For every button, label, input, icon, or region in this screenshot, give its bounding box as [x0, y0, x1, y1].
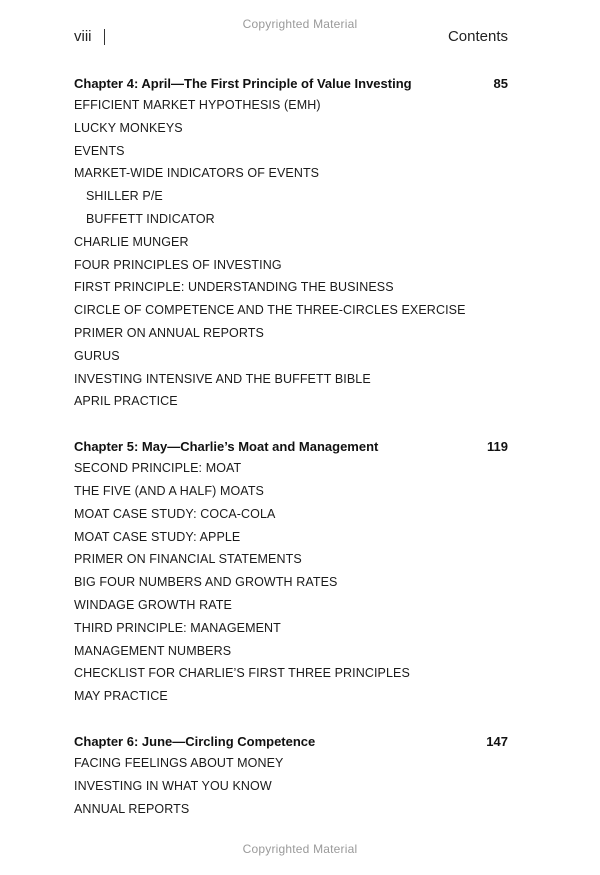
chapter-page: 147 [486, 733, 508, 749]
toc-entry: MAY PRACTICE [74, 689, 168, 704]
toc-entry: FIRST PRINCIPLE: UNDERSTANDING THE BUSINESS [74, 280, 394, 295]
chapter-title: Chapter 6: June—Circling Competence [74, 733, 316, 749]
toc-entry: MOAT CASE STUDY: COCA-COLA [74, 506, 276, 521]
toc-entry: CHECKLIST FOR CHARLIE’S FIRST THREE PRINCIPLES [74, 666, 410, 681]
toc-entry: FACING FEELINGS ABOUT MONEY [74, 755, 284, 770]
toc-entry: LUCKY MONKEYS [74, 120, 183, 135]
chapter-title: Chapter 5: May—Charlie’s Moat and Management [74, 439, 379, 455]
toc-entry: MANAGEMENT NUMBERS [74, 643, 232, 658]
page-number: viii [74, 28, 92, 45]
toc-entry: THE FIVE (AND A HALF) MOATS [74, 483, 264, 498]
toc-entry: PRIMER ON FINANCIAL STATEMENTS [74, 552, 302, 567]
toc-entry: INVESTING IN WHAT YOU KNOW [74, 778, 272, 793]
toc-entry: ANNUAL REPORTS [74, 801, 190, 816]
page-header [74, 28, 508, 48]
chapter-page: 85 [493, 76, 508, 91]
section-title: Contents [447, 28, 508, 45]
toc-entry: MARKET-WIDE INDICATORS OF EVENTS [74, 166, 320, 181]
toc-entry: BIG FOUR NUMBERS AND GROWTH RATES [74, 575, 338, 590]
toc-entry: INVESTING INTENSIVE AND THE BUFFETT BIBLE [74, 371, 371, 386]
toc-entry: PRIMER ON ANNUAL REPORTS [74, 325, 264, 340]
toc-subentry: BUFFETT INDICATOR [86, 211, 215, 226]
toc-entry: EVENTS [74, 143, 125, 158]
chapter-heading-4 [74, 75, 508, 97]
toc-entry: GURUS [74, 348, 120, 363]
chapter-heading-6 [74, 733, 508, 755]
chapter-heading-5 [74, 438, 508, 460]
chapter-title: Chapter 4: April—The First Principle of Value Investing [74, 76, 412, 91]
toc-entry: APRIL PRACTICE [74, 394, 178, 409]
toc-entry: FOUR PRINCIPLES OF INVESTING [74, 257, 282, 272]
toc-entry: CHARLIE MUNGER [74, 234, 189, 249]
table-of-contents [74, 75, 508, 823]
header-divider [104, 29, 105, 45]
toc-subentry: SHILLER P/E [86, 189, 163, 204]
toc-entry: CIRCLE OF COMPETENCE AND THE THREE-CIRCLES EXERCISE [74, 303, 466, 318]
toc-entry: EFFICIENT MARKET HYPOTHESIS (EMH) [74, 98, 321, 112]
chapter-page: 119 [487, 439, 508, 455]
toc-entry: THIRD PRINCIPLE: MANAGEMENT [74, 620, 281, 635]
toc-entry: SECOND PRINCIPLE: MOAT [74, 461, 242, 476]
copyright-watermark-top: Copyrighted Material [242, 17, 358, 31]
toc-entry: WINDAGE GROWTH RATE [74, 597, 232, 612]
copyright-watermark-bottom: Copyrighted Material [242, 842, 358, 856]
toc-entry: MOAT CASE STUDY: APPLE [74, 529, 241, 544]
